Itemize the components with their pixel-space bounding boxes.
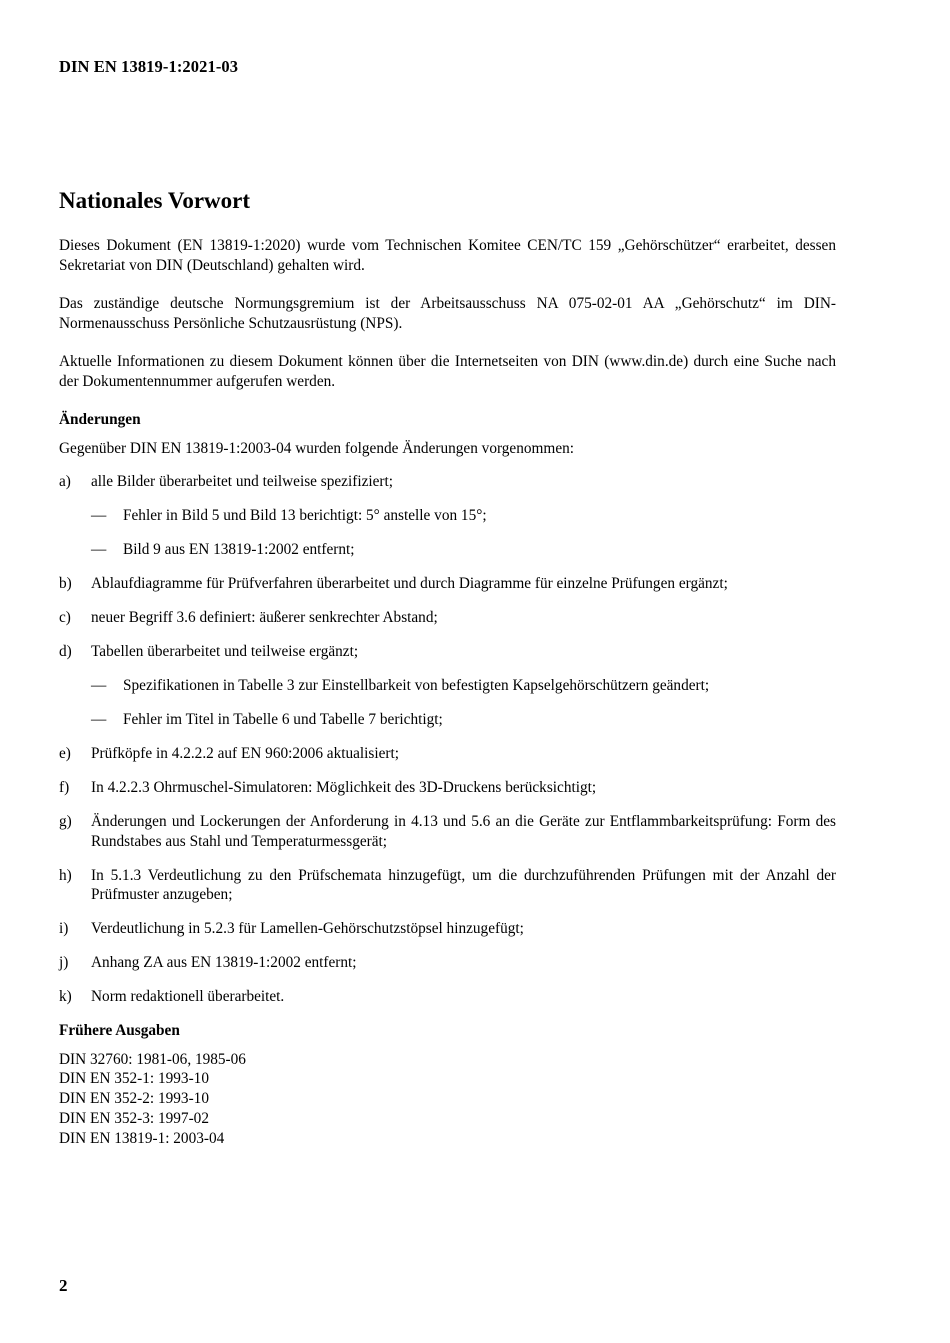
list-item-marker: f) — [59, 779, 70, 796]
list-item — [59, 472, 836, 492]
edition-line: DIN EN 13819-1: 2003-04 — [59, 1129, 225, 1147]
sub-list-item-text: Fehler in Bild 5 und Bild 13 berichtigt: 5° anstelle von 15°; — [123, 507, 487, 524]
list-item-marker: a) — [59, 473, 71, 490]
sub-list-item — [91, 710, 836, 730]
document-id: DIN EN 13819-1:2021-03 — [59, 57, 239, 76]
sub-list-item-text: Spezifikationen in Tabelle 3 zur Einstellbarkeit von befestigten Kapselgehörschützern geändert; — [123, 677, 710, 694]
sub-list-item-text: Fehler im Titel in Tabelle 6 und Tabelle 7 berichtigt; — [123, 711, 443, 728]
list-item-text: Ablaufdiagramme für Prüfverfahren überarbeitet und durch Diagramme für einzelne Prüfungen ergänzt; — [91, 575, 728, 592]
list-item-text: Anhang ZA aus EN 13819-1:2002 entfernt; — [91, 954, 357, 971]
edition-line: DIN EN 352-2: 1993-10 — [59, 1090, 209, 1108]
list-item — [59, 953, 836, 973]
earlier-editions-list — [59, 1050, 836, 1149]
list-item-text: neuer Begriff 3.6 definiert: äußerer senkrechter Abstand; — [91, 609, 438, 626]
list-item-text: Änderungen und Lockerungen der Anforderung in 4.13 und 5.6 an die Geräte zur Entflammbarkeitsprüfung: Form des Rundstabes aus Stahl und Temperaturmessgerät; — [91, 813, 836, 850]
dash-marker: — — [91, 711, 107, 728]
paragraph-information: Aktuelle Informationen zu diesem Dokument können über die Internetseiten von DIN (www.din.de) durch eine Suche nach der Dokumentennummer aufgerufen werden. — [59, 353, 836, 390]
edition-line: DIN EN 352-3: 1997-02 — [59, 1109, 209, 1127]
list-item — [59, 642, 836, 662]
dash-marker: — — [91, 541, 107, 558]
changes-heading: Änderungen — [59, 411, 141, 428]
list-item — [59, 608, 836, 628]
sub-list-item — [91, 506, 836, 526]
sub-list-item — [91, 540, 836, 560]
edition-line: DIN 32760: 1981-06, 1985-06 — [59, 1050, 246, 1068]
paragraph-committee: Dieses Dokument (EN 13819-1:2020) wurde vom Technischen Komitee CEN/TC 159 „Gehörschützer“ erarbeitet, dessen Sekretariat von DIN (Deutschland) gehalten wird. — [59, 237, 836, 274]
list-item-text: In 5.1.3 Verdeutlichung zu den Prüfschemata hinzugefügt, um die durchzuführenden Prüfungen mit der Anzahl der Prüfmuster anzugeben; — [91, 866, 836, 903]
list-item-marker: i) — [59, 920, 69, 937]
list-item-marker: e) — [59, 745, 71, 762]
page-title: Nationales Vorwort — [59, 188, 251, 213]
list-item-text: alle Bilder überarbeitet und teilweise spezifiziert; — [91, 473, 393, 490]
list-item — [59, 919, 836, 939]
changes-intro: Gegenüber DIN EN 13819-1:2003-04 wurden folgende Änderungen vorgenommen: — [59, 439, 575, 457]
edition-line: DIN EN 352-1: 1993-10 — [59, 1070, 209, 1088]
list-item — [59, 866, 836, 905]
list-item-text: Tabellen überarbeitet und teilweise ergänzt; — [91, 643, 359, 660]
list-item-marker: j) — [59, 954, 69, 971]
list-item-marker: g) — [59, 813, 72, 830]
page-content — [59, 186, 836, 1148]
list-item-text: In 4.2.2.3 Ohrmuschel-Simulatoren: Möglichkeit des 3D-Druckens berücksichtigt; — [91, 779, 597, 796]
list-item-marker: c) — [59, 609, 71, 626]
sub-list-item — [91, 676, 836, 696]
list-item-marker: d) — [59, 643, 72, 660]
sub-list-item-text: Bild 9 aus EN 13819-1:2002 entfernt; — [123, 541, 355, 558]
list-item-text: Prüfköpfe in 4.2.2.2 auf EN 960:2006 aktualisiert; — [91, 745, 400, 762]
list-item — [59, 744, 836, 764]
list-item-marker: k) — [59, 988, 72, 1005]
list-item-marker: h) — [59, 866, 72, 884]
list-item-marker: b) — [59, 575, 72, 592]
earlier-editions-heading: Frühere Ausgaben — [59, 1022, 180, 1039]
paragraph-standards-body: Das zuständige deutsche Normungsgremium ist der Arbeitsausschuss NA 075-02-01 AA „Gehörschutz“ im DIN-Normenausschuss Persönliche Schutzausrüstung (NPS). — [59, 295, 836, 332]
changes-list — [59, 472, 836, 1007]
list-item — [59, 987, 836, 1007]
list-item-text: Verdeutlichung in 5.2.3 für Lamellen-Gehörschutzstöpsel hinzugefügt; — [91, 920, 524, 937]
list-item — [59, 812, 836, 851]
dash-marker: — — [91, 677, 107, 694]
list-item — [59, 574, 836, 594]
dash-marker: — — [91, 507, 107, 524]
page-number: 2 — [59, 1276, 68, 1295]
list-item — [59, 778, 836, 798]
list-item-text: Norm redaktionell überarbeitet. — [91, 988, 285, 1005]
